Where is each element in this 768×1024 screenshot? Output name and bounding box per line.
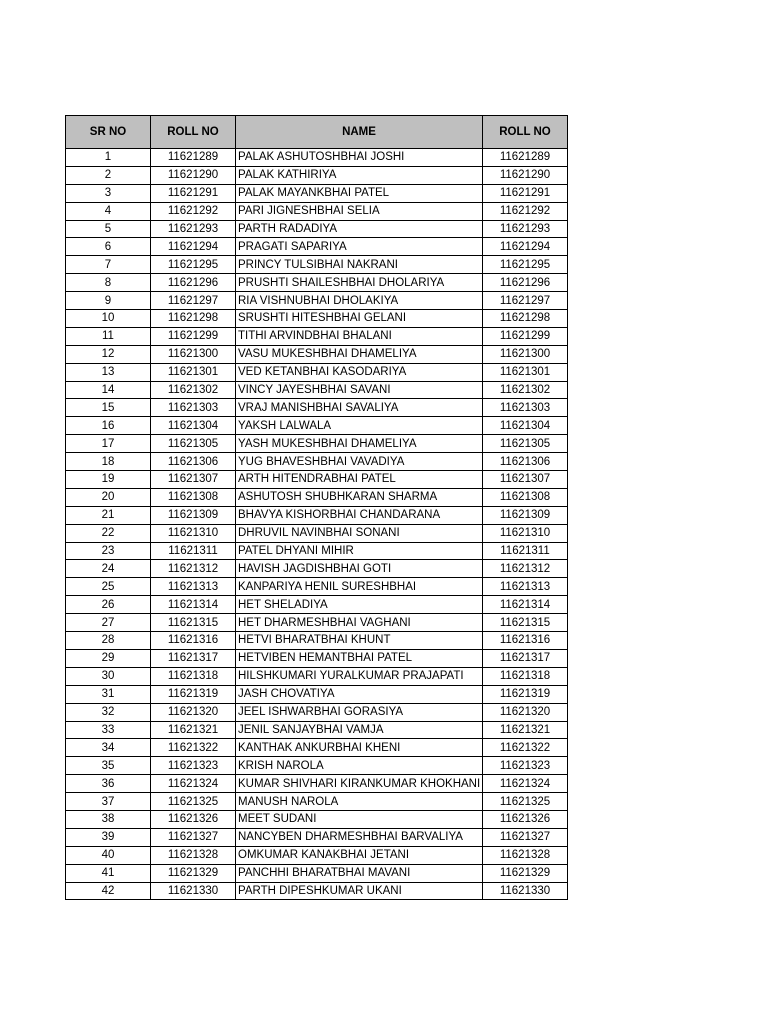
cell-name: ASHUTOSH SHUBHKARAN SHARMA (236, 488, 483, 506)
table-row (66, 846, 568, 864)
cell-name: MANUSH NAROLA (236, 793, 483, 811)
cell-roll-no: 11621316 (151, 632, 236, 650)
cell-roll-no: 11621308 (151, 488, 236, 506)
cell-sr-no: 35 (66, 757, 151, 775)
cell-roll-no-second: 11621299 (483, 327, 568, 345)
cell-roll-no-second: 11621298 (483, 310, 568, 328)
table-row (66, 381, 568, 399)
cell-name: YAKSH LALWALA (236, 417, 483, 435)
cell-sr-no: 40 (66, 846, 151, 864)
cell-roll-no-second: 11621315 (483, 614, 568, 632)
table-row (66, 363, 568, 381)
cell-roll-no: 11621327 (151, 828, 236, 846)
cell-name: YUG BHAVESHBHAI VAVADIYA (236, 453, 483, 471)
cell-roll-no-second: 11621326 (483, 810, 568, 828)
table-row (66, 166, 568, 184)
table-row (66, 327, 568, 345)
cell-sr-no: 31 (66, 685, 151, 703)
cell-roll-no-second: 11621317 (483, 649, 568, 667)
cell-sr-no: 7 (66, 256, 151, 274)
cell-name: PALAK ASHUTOSHBHAI JOSHI (236, 149, 483, 167)
cell-sr-no: 30 (66, 667, 151, 685)
cell-roll-no-second: 11621300 (483, 345, 568, 363)
cell-roll-no-second: 11621297 (483, 292, 568, 310)
table-row (66, 220, 568, 238)
table-row (66, 793, 568, 811)
cell-roll-no: 11621296 (151, 274, 236, 292)
table-row (66, 149, 568, 167)
cell-roll-no: 11621301 (151, 363, 236, 381)
table-row (66, 578, 568, 596)
roster-sheet (65, 115, 568, 900)
cell-roll-no: 11621320 (151, 703, 236, 721)
cell-sr-no: 8 (66, 274, 151, 292)
cell-name: PATEL DHYANI MIHIR (236, 542, 483, 560)
cell-name: JENIL SANJAYBHAI VAMJA (236, 721, 483, 739)
table-row (66, 238, 568, 256)
cell-roll-no: 11621313 (151, 578, 236, 596)
table-row (66, 775, 568, 793)
cell-sr-no: 22 (66, 524, 151, 542)
cell-roll-no: 11621307 (151, 471, 236, 489)
cell-sr-no: 33 (66, 721, 151, 739)
cell-name: PALAK MAYANKBHAI PATEL (236, 184, 483, 202)
cell-sr-no: 2 (66, 166, 151, 184)
table-row (66, 453, 568, 471)
cell-roll-no: 11621297 (151, 292, 236, 310)
cell-roll-no-second: 11621292 (483, 202, 568, 220)
header-roll-no: ROLL NO (151, 116, 236, 149)
cell-roll-no-second: 11621302 (483, 381, 568, 399)
cell-name: PRINCY TULSIBHAI NAKRANI (236, 256, 483, 274)
cell-name: TITHI ARVINDBHAI BHALANI (236, 327, 483, 345)
cell-sr-no: 6 (66, 238, 151, 256)
cell-name: PALAK KATHIRIYA (236, 166, 483, 184)
cell-roll-no: 11621317 (151, 649, 236, 667)
table-row (66, 882, 568, 900)
cell-sr-no: 12 (66, 345, 151, 363)
cell-name: HETVI BHARATBHAI KHUNT (236, 632, 483, 650)
student-roster-table (65, 115, 568, 900)
cell-name: JEEL ISHWARBHAI GORASIYA (236, 703, 483, 721)
cell-roll-no: 11621304 (151, 417, 236, 435)
cell-name: PARI JIGNESHBHAI SELIA (236, 202, 483, 220)
cell-roll-no: 11621292 (151, 202, 236, 220)
cell-roll-no: 11621302 (151, 381, 236, 399)
cell-roll-no-second: 11621321 (483, 721, 568, 739)
table-row (66, 202, 568, 220)
cell-roll-no: 11621329 (151, 864, 236, 882)
cell-name: VASU MUKESHBHAI DHAMELIYA (236, 345, 483, 363)
cell-roll-no: 11621300 (151, 345, 236, 363)
table-row (66, 310, 568, 328)
table-header-row (66, 116, 568, 149)
table-row (66, 506, 568, 524)
cell-roll-no-second: 11621308 (483, 488, 568, 506)
table-row (66, 471, 568, 489)
header-roll-no-second: ROLL NO (483, 116, 568, 149)
cell-sr-no: 20 (66, 488, 151, 506)
cell-roll-no: 11621293 (151, 220, 236, 238)
cell-name: JASH CHOVATIYA (236, 685, 483, 703)
cell-sr-no: 9 (66, 292, 151, 310)
cell-roll-no: 11621298 (151, 310, 236, 328)
cell-roll-no: 11621311 (151, 542, 236, 560)
cell-roll-no-second: 11621324 (483, 775, 568, 793)
cell-roll-no-second: 11621318 (483, 667, 568, 685)
cell-sr-no: 24 (66, 560, 151, 578)
cell-roll-no-second: 11621306 (483, 453, 568, 471)
cell-name: VRAJ MANISHBHAI SAVALIYA (236, 399, 483, 417)
cell-roll-no: 11621305 (151, 435, 236, 453)
cell-roll-no-second: 11621289 (483, 149, 568, 167)
cell-name: YASH MUKESHBHAI DHAMELIYA (236, 435, 483, 453)
cell-name: VINCY JAYESHBHAI SAVANI (236, 381, 483, 399)
table-body (66, 149, 568, 900)
table-row (66, 488, 568, 506)
cell-sr-no: 19 (66, 471, 151, 489)
cell-roll-no-second: 11621309 (483, 506, 568, 524)
cell-sr-no: 38 (66, 810, 151, 828)
cell-roll-no: 11621319 (151, 685, 236, 703)
cell-roll-no-second: 11621313 (483, 578, 568, 596)
cell-roll-no-second: 11621327 (483, 828, 568, 846)
cell-name: PARTH RADADIYA (236, 220, 483, 238)
cell-roll-no-second: 11621296 (483, 274, 568, 292)
cell-roll-no: 11621309 (151, 506, 236, 524)
cell-sr-no: 39 (66, 828, 151, 846)
cell-sr-no: 28 (66, 632, 151, 650)
cell-roll-no-second: 11621301 (483, 363, 568, 381)
cell-roll-no-second: 11621322 (483, 739, 568, 757)
cell-roll-no-second: 11621329 (483, 864, 568, 882)
cell-roll-no: 11621291 (151, 184, 236, 202)
cell-roll-no-second: 11621291 (483, 184, 568, 202)
table-row (66, 435, 568, 453)
cell-name: BHAVYA KISHORBHAI CHANDARANA (236, 506, 483, 524)
cell-sr-no: 21 (66, 506, 151, 524)
cell-roll-no-second: 11621328 (483, 846, 568, 864)
cell-roll-no: 11621315 (151, 614, 236, 632)
table-row (66, 667, 568, 685)
table-row (66, 256, 568, 274)
cell-roll-no-second: 11621311 (483, 542, 568, 560)
cell-roll-no-second: 11621310 (483, 524, 568, 542)
table-row (66, 399, 568, 417)
cell-sr-no: 11 (66, 327, 151, 345)
cell-roll-no-second: 11621316 (483, 632, 568, 650)
cell-sr-no: 41 (66, 864, 151, 882)
table-row (66, 828, 568, 846)
cell-name: PARTH DIPESHKUMAR UKANI (236, 882, 483, 900)
table-row (66, 417, 568, 435)
cell-sr-no: 15 (66, 399, 151, 417)
cell-name: OMKUMAR KANAKBHAI JETANI (236, 846, 483, 864)
cell-sr-no: 42 (66, 882, 151, 900)
cell-sr-no: 18 (66, 453, 151, 471)
header-sr-no: SR NO (66, 116, 151, 149)
cell-roll-no: 11621289 (151, 149, 236, 167)
cell-name: PRUSHTI SHAILESHBHAI DHOLARIYA (236, 274, 483, 292)
cell-roll-no: 11621328 (151, 846, 236, 864)
cell-name: KUMAR SHIVHARI KIRANKUMAR KHOKHANI (236, 775, 483, 793)
cell-name: KRISH NAROLA (236, 757, 483, 775)
cell-roll-no-second: 11621295 (483, 256, 568, 274)
table-row (66, 184, 568, 202)
cell-name: ARTH HITENDRABHAI PATEL (236, 471, 483, 489)
cell-sr-no: 34 (66, 739, 151, 757)
cell-sr-no: 4 (66, 202, 151, 220)
cell-roll-no-second: 11621312 (483, 560, 568, 578)
cell-roll-no: 11621323 (151, 757, 236, 775)
cell-sr-no: 17 (66, 435, 151, 453)
table-row (66, 560, 568, 578)
table-row (66, 292, 568, 310)
cell-sr-no: 3 (66, 184, 151, 202)
cell-name: KANTHAK ANKURBHAI KHENI (236, 739, 483, 757)
table-row (66, 864, 568, 882)
cell-roll-no: 11621321 (151, 721, 236, 739)
cell-roll-no: 11621295 (151, 256, 236, 274)
table-row (66, 810, 568, 828)
cell-name: HILSHKUMARI YURALKUMAR PRAJAPATI (236, 667, 483, 685)
cell-roll-no: 11621325 (151, 793, 236, 811)
cell-name: PRAGATI SAPARIYA (236, 238, 483, 256)
cell-name: VED KETANBHAI KASODARIYA (236, 363, 483, 381)
cell-roll-no-second: 11621304 (483, 417, 568, 435)
cell-roll-no: 11621314 (151, 596, 236, 614)
cell-roll-no: 11621312 (151, 560, 236, 578)
cell-name: HET SHELADIYA (236, 596, 483, 614)
table-row (66, 614, 568, 632)
cell-sr-no: 25 (66, 578, 151, 596)
cell-roll-no-second: 11621293 (483, 220, 568, 238)
cell-roll-no-second: 11621307 (483, 471, 568, 489)
cell-sr-no: 37 (66, 793, 151, 811)
cell-roll-no-second: 11621325 (483, 793, 568, 811)
table-row (66, 345, 568, 363)
cell-sr-no: 29 (66, 649, 151, 667)
cell-sr-no: 26 (66, 596, 151, 614)
cell-roll-no-second: 11621320 (483, 703, 568, 721)
cell-roll-no: 11621290 (151, 166, 236, 184)
cell-sr-no: 23 (66, 542, 151, 560)
cell-roll-no: 11621310 (151, 524, 236, 542)
cell-roll-no: 11621330 (151, 882, 236, 900)
cell-name: MEET SUDANI (236, 810, 483, 828)
table-row (66, 274, 568, 292)
cell-name: HET DHARMESHBHAI VAGHANI (236, 614, 483, 632)
cell-name: KANPARIYA HENIL SURESHBHAI (236, 578, 483, 596)
table-row (66, 757, 568, 775)
table-row (66, 524, 568, 542)
cell-name: NANCYBEN DHARMESHBHAI BARVALIYA (236, 828, 483, 846)
cell-roll-no-second: 11621294 (483, 238, 568, 256)
cell-sr-no: 10 (66, 310, 151, 328)
cell-roll-no-second: 11621305 (483, 435, 568, 453)
cell-roll-no: 11621303 (151, 399, 236, 417)
cell-roll-no: 11621318 (151, 667, 236, 685)
cell-roll-no-second: 11621303 (483, 399, 568, 417)
table-row (66, 721, 568, 739)
table-row (66, 739, 568, 757)
cell-sr-no: 14 (66, 381, 151, 399)
cell-sr-no: 13 (66, 363, 151, 381)
cell-roll-no: 11621294 (151, 238, 236, 256)
cell-roll-no-second: 11621314 (483, 596, 568, 614)
cell-sr-no: 5 (66, 220, 151, 238)
cell-name: HETVIBEN HEMANTBHAI PATEL (236, 649, 483, 667)
table-row (66, 685, 568, 703)
cell-name: RIA VISHNUBHAI DHOLAKIYA (236, 292, 483, 310)
cell-name: SRUSHTI HITESHBHAI GELANI (236, 310, 483, 328)
cell-roll-no-second: 11621319 (483, 685, 568, 703)
table-row (66, 649, 568, 667)
cell-roll-no-second: 11621323 (483, 757, 568, 775)
table-row (66, 632, 568, 650)
cell-roll-no: 11621306 (151, 453, 236, 471)
cell-roll-no: 11621326 (151, 810, 236, 828)
header-name: NAME (236, 116, 483, 149)
cell-sr-no: 36 (66, 775, 151, 793)
cell-sr-no: 27 (66, 614, 151, 632)
cell-roll-no-second: 11621290 (483, 166, 568, 184)
cell-roll-no: 11621322 (151, 739, 236, 757)
table-row (66, 596, 568, 614)
cell-roll-no: 11621324 (151, 775, 236, 793)
cell-name: HAVISH JAGDISHBHAI GOTI (236, 560, 483, 578)
table-row (66, 542, 568, 560)
cell-name: PANCHHI BHARATBHAI MAVANI (236, 864, 483, 882)
cell-roll-no-second: 11621330 (483, 882, 568, 900)
cell-sr-no: 32 (66, 703, 151, 721)
cell-name: DHRUVIL NAVINBHAI SONANI (236, 524, 483, 542)
cell-sr-no: 16 (66, 417, 151, 435)
cell-sr-no: 1 (66, 149, 151, 167)
cell-roll-no: 11621299 (151, 327, 236, 345)
table-row (66, 703, 568, 721)
